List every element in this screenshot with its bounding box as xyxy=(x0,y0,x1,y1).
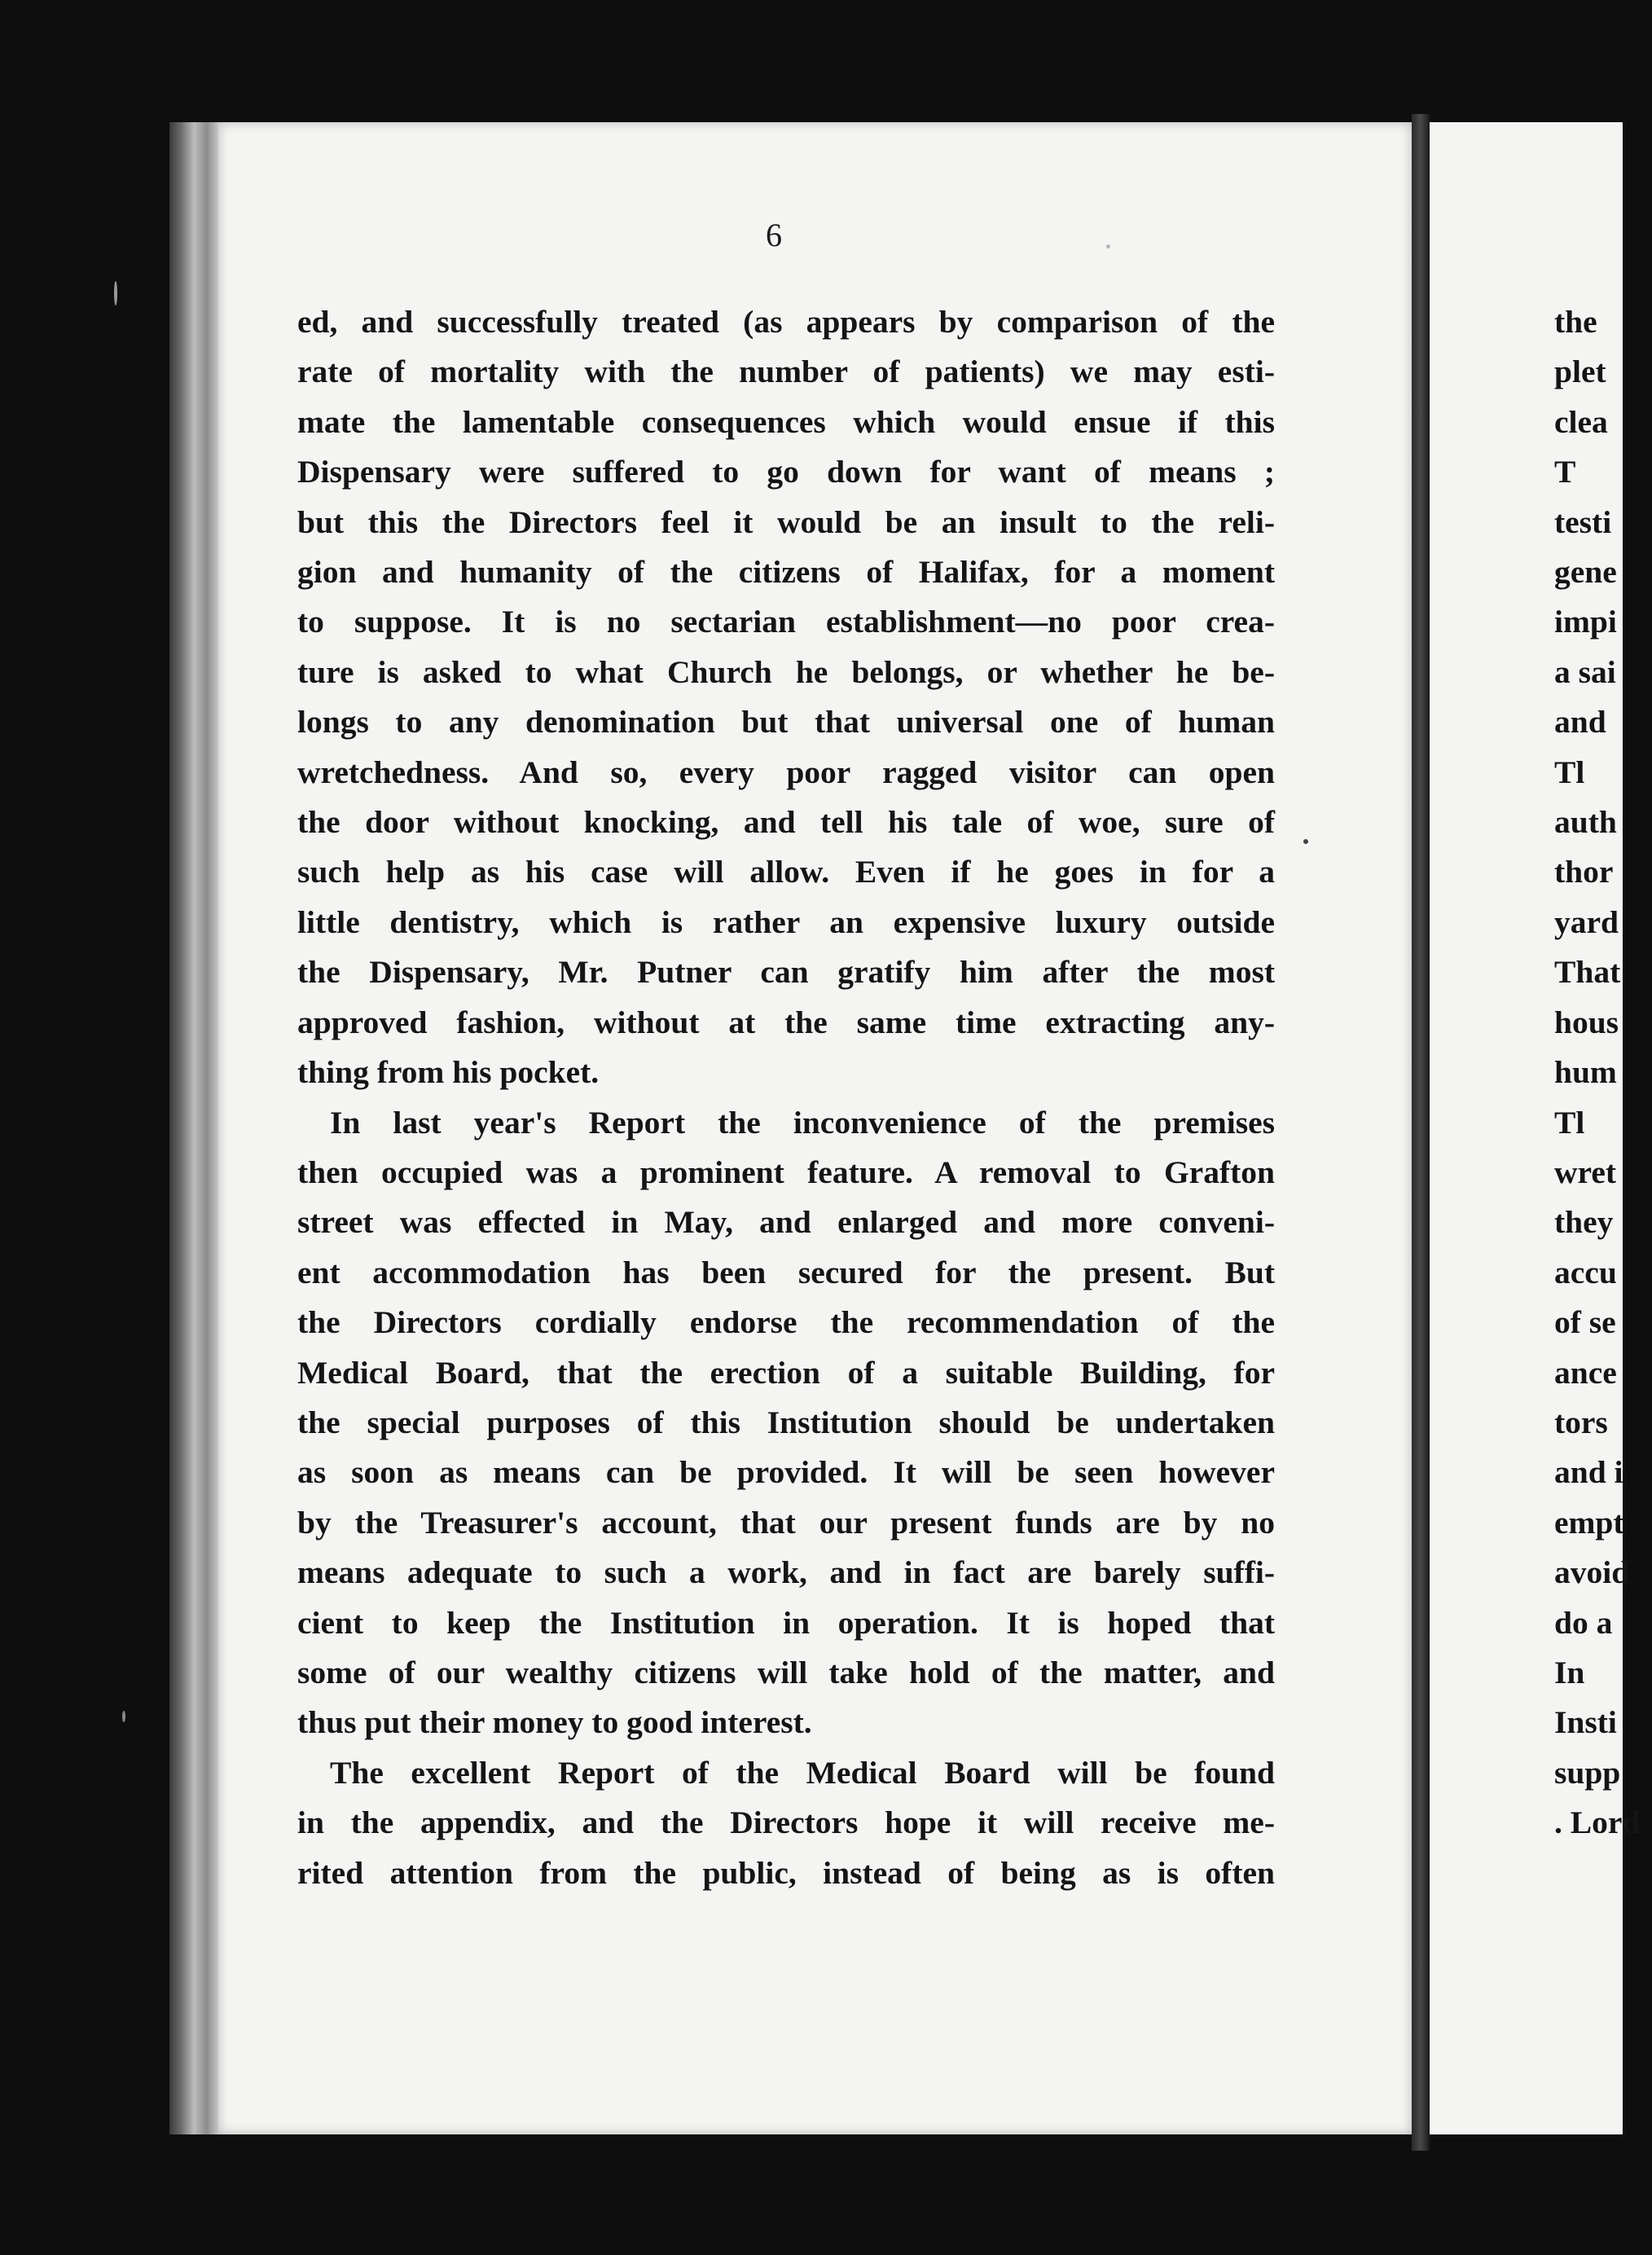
text-line-fragment: auth xyxy=(1554,804,1617,841)
text-line-fragment: impi xyxy=(1554,604,1617,640)
text-line: some of our wealthy citizens will take hold of the matter, and xyxy=(297,1654,1275,1690)
text-line: ent accommodation has been secured for the present. But xyxy=(297,1254,1275,1290)
text-line-fragment: clea xyxy=(1554,403,1608,440)
text-line-fragment: a sai xyxy=(1554,653,1616,690)
scan-speck xyxy=(122,1711,125,1722)
text-line: ture is asked to what Church he belongs, or whether he be- xyxy=(297,653,1275,690)
text-line: means adequate to such a work, and in fact are barely suffi- xyxy=(297,1554,1275,1591)
text-line-fragment: the xyxy=(1554,304,1597,340)
text-line: thing from his pocket. xyxy=(297,1054,600,1091)
text-line: ed, and successfully treated (as appears by comparison of the xyxy=(297,304,1275,340)
text-line-fragment: In xyxy=(1554,1654,1585,1690)
text-line: approved fashion, without at the same time extracting any- xyxy=(297,1004,1275,1040)
scan-speck xyxy=(114,281,117,306)
text-line-fragment: and xyxy=(1554,704,1606,741)
scan-speck xyxy=(1106,244,1110,248)
text-line: to suppose. It is no sectarian establishment—no poor crea- xyxy=(297,604,1275,640)
text-line: the Directors cordially endorse the recommendation of the xyxy=(297,1304,1275,1341)
text-line-fragment: wret xyxy=(1554,1154,1617,1190)
text-line-fragment: tors xyxy=(1554,1404,1608,1440)
text-line: but this the Directors feel it would be an insult to the reli- xyxy=(297,503,1275,540)
text-line-fragment: hous xyxy=(1554,1004,1619,1040)
text-line: little dentistry, which is rather an expensive luxury outside xyxy=(297,903,1275,940)
text-line-fragment: ance xyxy=(1554,1354,1617,1391)
text-line: the Dispensary, Mr. Putner can gratify him after the most xyxy=(297,954,1275,991)
text-line-fragment: gene xyxy=(1554,554,1617,591)
text-line: street was effected in May, and enlarged and more conveni- xyxy=(297,1204,1275,1241)
text-line: Dispensary were suffered to go down for want of means ; xyxy=(297,454,1275,490)
text-line-fragment: . Lord xyxy=(1554,1804,1641,1841)
text-line: rate of mortality with the number of patients) we may esti- xyxy=(297,354,1275,390)
page-number: 6 xyxy=(766,217,782,253)
book-gutter xyxy=(1412,114,1430,2151)
text-line-fragment: hum xyxy=(1554,1054,1617,1091)
text-line: wretchedness. And so, every poor ragged visitor can open xyxy=(297,754,1275,790)
text-line-fragment: plet xyxy=(1554,354,1606,390)
text-line-fragment: avoid xyxy=(1554,1554,1630,1591)
text-line: rited attention from the public, instead of being as is often xyxy=(297,1854,1275,1891)
text-line-fragment: and i xyxy=(1554,1454,1623,1491)
text-line-fragment: T xyxy=(1554,454,1576,490)
text-line-fragment: of se xyxy=(1554,1304,1616,1341)
text-line: gion and humanity of the citizens of Halifax, for a moment xyxy=(297,554,1275,591)
left-page-body-text xyxy=(297,297,1275,1898)
text-line-fragment: empt xyxy=(1554,1504,1624,1541)
text-line-fragment: Tl xyxy=(1554,754,1585,790)
text-line-fragment: thor xyxy=(1554,854,1614,890)
text-line: the special purposes of this Institution should be undertaken xyxy=(297,1404,1275,1440)
scan-speck xyxy=(1303,839,1308,844)
text-line-fragment: That xyxy=(1554,954,1621,991)
text-line-fragment: supp xyxy=(1554,1754,1621,1791)
text-line: longs to any denomination but that universal one of human xyxy=(297,704,1275,741)
text-line: mate the lamentable consequences which would ensue if this xyxy=(297,403,1275,440)
text-line-fragment: yard xyxy=(1554,903,1619,940)
text-line-fragment: Insti xyxy=(1554,1704,1617,1741)
text-line: in the appendix, and the Directors hope it will receive me- xyxy=(297,1804,1275,1841)
text-line-fragment: Tl xyxy=(1554,1104,1585,1141)
text-line: thus put their money to good interest. xyxy=(297,1704,812,1741)
text-line: In last year's Report the inconvenience of the premises xyxy=(330,1104,1275,1141)
text-line: the door without knocking, and tell his tale of woe, sure of xyxy=(297,804,1275,841)
text-line-fragment: accu xyxy=(1554,1254,1617,1290)
text-line: cient to keep the Institution in operation. It is hoped that xyxy=(297,1604,1275,1641)
text-line-fragment: testi xyxy=(1554,503,1612,540)
text-line: Medical Board, that the erection of a suitable Building, for xyxy=(297,1354,1275,1391)
text-line: then occupied was a prominent feature. A removal to Grafton xyxy=(297,1154,1275,1190)
text-line: by the Treasurer's account, that our present funds are by no xyxy=(297,1504,1275,1541)
text-line: such help as his case will allow. Even if he goes in for a xyxy=(297,854,1275,890)
right-page-fragment-text xyxy=(1554,297,1652,1848)
text-line: as soon as means can be provided. It will be seen however xyxy=(297,1454,1275,1491)
text-line: The excellent Report of the Medical Board will be found xyxy=(330,1754,1275,1791)
text-line-fragment: do a xyxy=(1554,1604,1613,1641)
text-line-fragment: they xyxy=(1554,1204,1614,1241)
